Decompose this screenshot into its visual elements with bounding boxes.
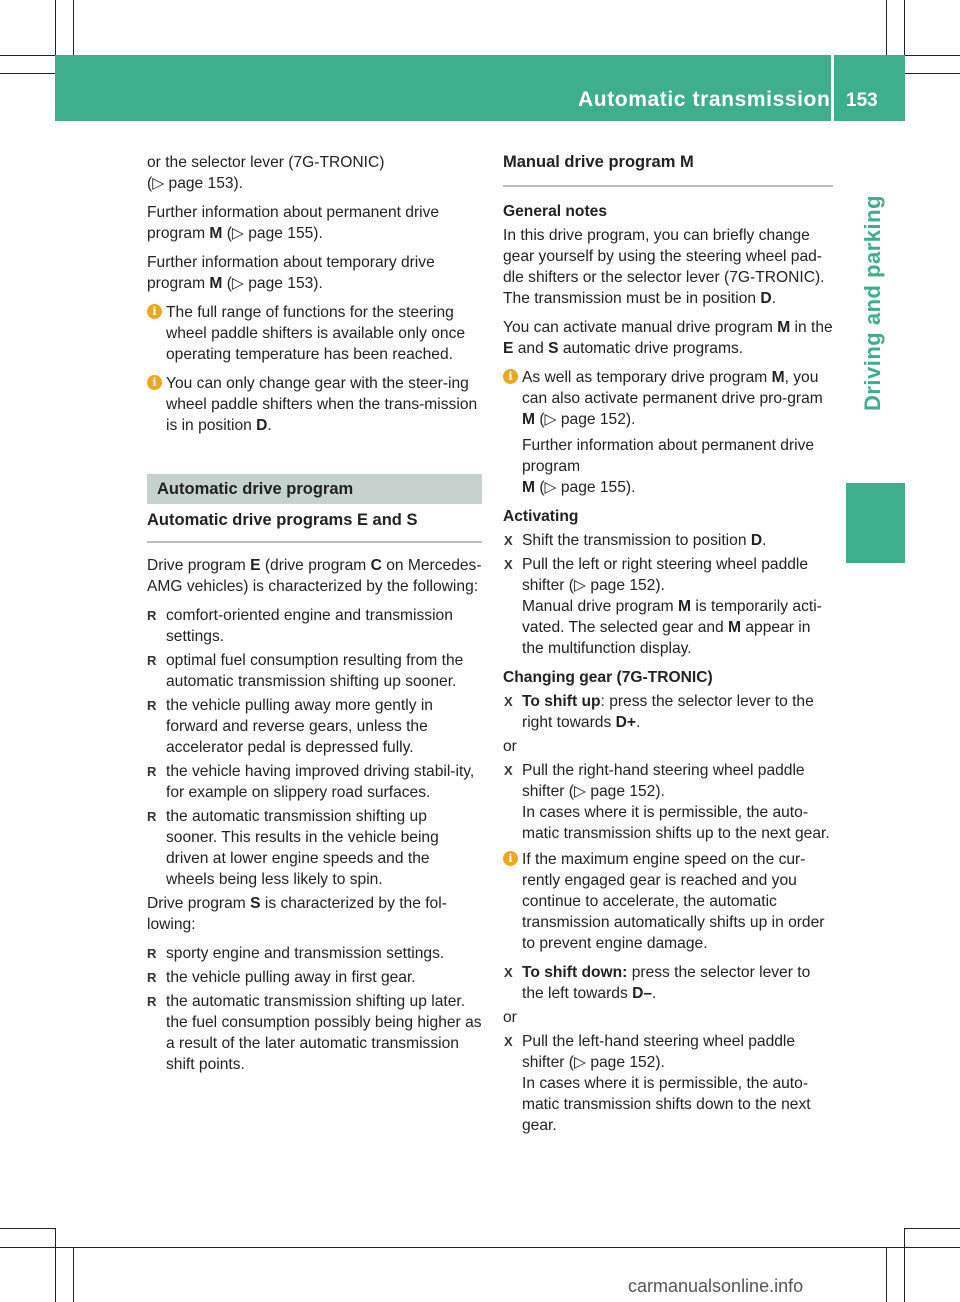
text: or the selector lever (7G-TRONIC) — [147, 154, 385, 171]
text: Drive program — [147, 895, 251, 912]
text: Manual drive program — [522, 598, 679, 615]
text: sporty engine and transmission settings. — [166, 945, 445, 962]
left-column — [147, 152, 482, 1078]
text: S — [250, 895, 261, 912]
page-number: 153 — [846, 90, 878, 111]
crop-mark — [905, 1228, 960, 1229]
text: . — [652, 985, 657, 1002]
bullet-icon: R — [147, 698, 157, 713]
info-note — [147, 373, 482, 436]
text: In cases where it is permissible, the auto-matic transmission shifts down to the next gear. — [522, 1075, 811, 1134]
text: D — [256, 417, 268, 434]
list-item — [147, 991, 482, 1075]
right-column — [503, 152, 833, 1139]
text: C — [370, 557, 382, 574]
text: and — [513, 340, 549, 357]
paragraph — [147, 555, 482, 597]
text: comfort-oriented engine and transmission settings. — [166, 607, 453, 645]
text: M — [209, 275, 223, 292]
text: As well as temporary drive program — [522, 369, 772, 386]
text: D — [750, 532, 763, 549]
crop-mark — [886, 1247, 887, 1302]
text: M — [777, 319, 791, 336]
text: the vehicle pulling away more gently in forward and reverse gears, unless the accelerator pedal is depressed fully. — [166, 697, 433, 756]
text: on Mercedes-AMG vehicles) is characterized by the following: — [147, 557, 482, 595]
text: Pull the right-hand steering wheel paddle shifter (▷ page 152). — [522, 762, 805, 800]
text: the vehicle pulling away in first gear. — [166, 969, 416, 986]
text: D — [760, 290, 772, 307]
crop-mark — [905, 73, 960, 74]
info-icon: i — [503, 369, 518, 384]
page-reference[interactable]: (▷ page 153). — [222, 275, 323, 292]
text: M — [522, 479, 535, 496]
text: the automatic transmission shifting up sooner. This results in the vehicle being driven at lower engine speeds and the wheels being less likely to spin. — [166, 808, 439, 888]
text: You can activate manual drive program — [503, 319, 778, 336]
step-arrow-icon: X — [504, 557, 513, 572]
paragraph: or — [503, 1009, 517, 1026]
minor-heading: Activating — [503, 508, 579, 525]
text: In cases where it is permissible, the auto-matic transmission shifts up to the next gear. — [522, 804, 830, 842]
text: D+ — [615, 714, 636, 731]
crop-mark — [886, 0, 887, 55]
text: M — [209, 225, 223, 242]
text: Shift the transmission to position — [522, 532, 751, 549]
subsection-heading: Manual drive program M — [503, 152, 833, 187]
crop-mark — [73, 0, 74, 55]
step-arrow-icon: X — [504, 533, 513, 548]
step-arrow-icon: X — [504, 763, 513, 778]
info-note — [503, 849, 833, 954]
crop-mark — [55, 1228, 56, 1302]
text: E — [503, 340, 514, 357]
bullet-icon: R — [147, 764, 157, 779]
text: : press the selector lever to the right towards — [522, 693, 814, 731]
list-item — [147, 695, 482, 758]
list-item — [147, 967, 482, 988]
paragraph — [147, 202, 482, 244]
bullet-icon: R — [147, 608, 157, 623]
crop-mark — [904, 1228, 905, 1302]
text: Drive program — [147, 557, 251, 574]
text: Further information about permanent drive program — [147, 204, 440, 242]
crop-mark — [73, 1247, 74, 1302]
page-title: Automatic transmission — [578, 88, 831, 111]
minor-heading: Changing gear (7G-TRONIC) — [503, 669, 713, 686]
instruction-step — [503, 554, 833, 659]
list-item — [147, 943, 482, 964]
page-reference[interactable]: (▷ page 155). — [535, 479, 636, 496]
text: is characterized by the fol-lowing: — [147, 895, 447, 933]
instruction-step — [503, 962, 833, 1004]
info-icon: i — [147, 375, 162, 390]
paragraph — [503, 317, 833, 359]
text: M — [678, 598, 692, 615]
paragraph — [503, 225, 833, 309]
text: In this drive program, you can briefly change gear yourself by using the steering wheel pad-dle shifters or the selector lever (7G-TRONIC). The transmission must be in position — [503, 227, 825, 307]
text: . — [771, 290, 777, 307]
info-icon: i — [503, 851, 518, 866]
paragraph — [147, 893, 482, 935]
info-note — [147, 302, 482, 365]
instruction-step — [503, 530, 833, 551]
paragraph: or — [503, 738, 517, 755]
bullet-icon: R — [147, 809, 157, 824]
instruction-step — [503, 691, 833, 733]
text: M — [522, 411, 535, 428]
list-item — [147, 761, 482, 803]
text: is temporarily acti-vated. The selected gear and — [522, 598, 822, 636]
text: The full range of functions for the steering wheel paddle shifters is available only once operating temperature has been reached. — [166, 304, 466, 363]
text: Further information about temporary drive program — [147, 254, 435, 292]
text: optimal fuel consumption resulting from the automatic transmission shifting up sooner. — [166, 652, 464, 690]
text: To shift up — [522, 693, 601, 710]
instruction-step — [503, 1031, 833, 1136]
list-item — [147, 605, 482, 647]
text: To shift down: — [522, 964, 628, 981]
page-reference[interactable]: (▷ page 153). — [147, 175, 244, 192]
text: appear in the multifunction display. — [522, 619, 811, 657]
list-item — [147, 806, 482, 890]
crop-mark — [0, 1247, 960, 1248]
step-arrow-icon: X — [504, 1034, 513, 1049]
info-note — [503, 367, 833, 498]
text: Further information about permanent drive program — [522, 437, 815, 475]
paragraph — [147, 252, 482, 294]
text: automatic drive programs. — [558, 340, 744, 357]
text: . — [635, 714, 641, 731]
info-icon: i — [147, 304, 162, 319]
bullet-icon: R — [147, 946, 157, 961]
text: the vehicle having improved driving stabil-ity, for example on slippery road surfaces. — [166, 763, 475, 801]
page-reference[interactable]: (▷ page 152). — [535, 411, 636, 428]
text: You can only change gear with the steer-ing wheel paddle shifters when the trans-mission is in position — [166, 375, 478, 434]
text: . — [267, 417, 272, 434]
list-item — [147, 650, 482, 692]
section-heading: Automatic drive program — [147, 474, 482, 504]
step-arrow-icon: X — [504, 965, 513, 980]
side-tab-marker — [846, 483, 905, 563]
side-tab — [846, 135, 898, 475]
watermark[interactable]: carmanualsonline.info — [628, 1276, 804, 1296]
step-arrow-icon: X — [504, 694, 513, 709]
page-reference[interactable]: (▷ page 155). — [222, 225, 323, 242]
minor-heading: General notes — [503, 203, 607, 220]
text: M — [728, 619, 742, 636]
bullet-icon: R — [147, 994, 157, 1009]
side-tab-label: Driving and parking — [860, 194, 885, 412]
text: S — [548, 340, 559, 357]
text: (drive program — [260, 557, 371, 574]
bullet-icon: R — [147, 653, 157, 668]
text: in the — [790, 319, 833, 336]
crop-mark — [0, 73, 55, 74]
text: Pull the left-hand steering wheel paddle shifter (▷ page 152). — [522, 1033, 796, 1071]
instruction-step — [503, 760, 833, 844]
text: . — [762, 532, 767, 549]
text: If the maximum engine speed on the cur-rently engaged gear is reached and you continue to accelerate, the automatic transmission automatically shifts up in order to prevent engine damage. — [522, 851, 825, 952]
bullet-icon: R — [147, 970, 157, 985]
text: M — [771, 369, 785, 386]
text: Pull the left or right steering wheel paddle shifter (▷ page 152). — [522, 556, 809, 594]
header-divider — [831, 55, 834, 121]
text: D– — [632, 985, 653, 1002]
text: press the selector lever to the left towards — [522, 964, 811, 1002]
crop-mark — [0, 1228, 55, 1229]
text: the automatic transmission shifting up later. the fuel consumption possibly being higher as a result of the later automatic transmission shift points. — [166, 993, 482, 1073]
subsection-heading: Automatic drive programs E and S — [147, 510, 482, 543]
text: E — [250, 557, 261, 574]
paragraph — [147, 152, 482, 194]
text: , you can also activate permanent drive pro-gram — [522, 369, 823, 407]
